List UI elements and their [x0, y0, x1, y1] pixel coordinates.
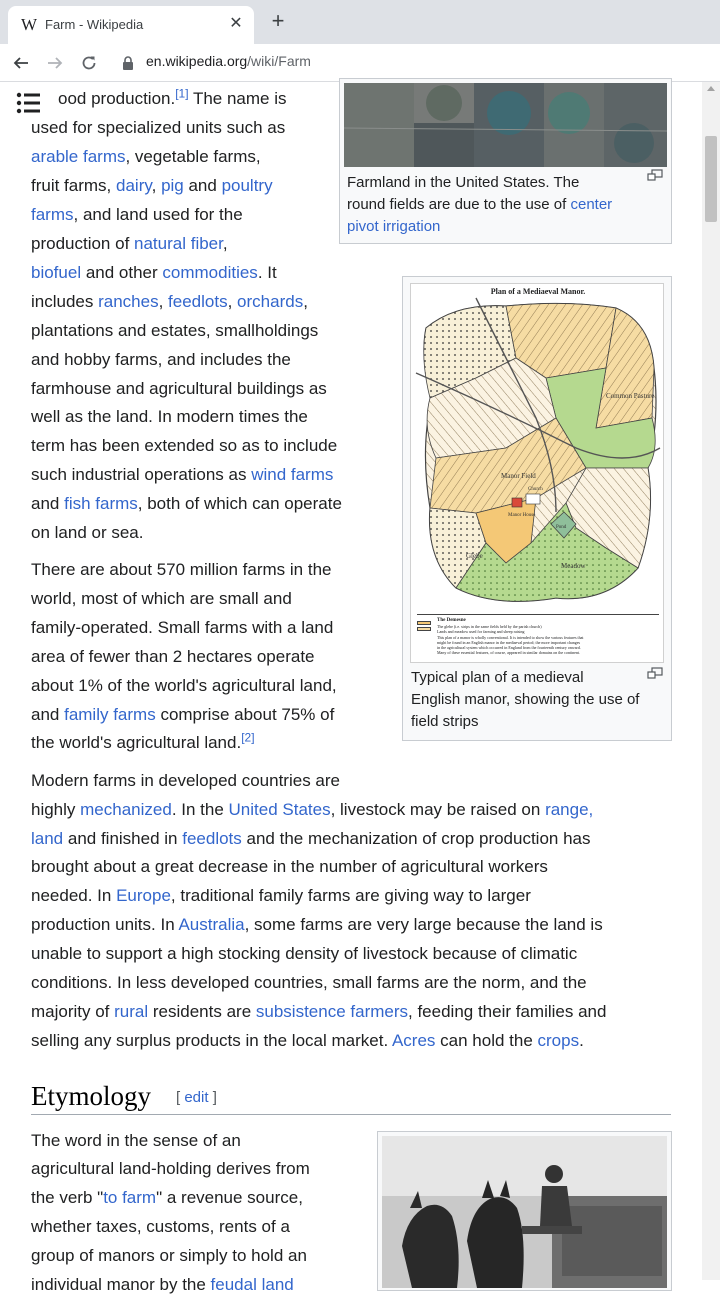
- farmland-caption-line-2: round fields are due to the use of center: [347, 196, 613, 213]
- map-label-common-pasture: Common Pasture: [606, 392, 655, 400]
- para3-line-10: selling any surplus products in the local market. Acres can hold the crops.: [31, 1031, 584, 1050]
- etymology-line-3: the verb "to farm" a revenue source,: [31, 1188, 303, 1207]
- map-label-glebe: Glebe: [466, 552, 483, 560]
- legend-line-2: Lands and meadow used for farming and sheep raising: [437, 629, 525, 634]
- para1-line-4: fruit farms, dairy, pig and poultry: [31, 176, 273, 195]
- link-biofuel[interactable]: biofuel: [31, 263, 82, 282]
- map-label-church: Church: [528, 487, 543, 492]
- manor-caption-line-2: English manor, showing the use of: [411, 691, 640, 708]
- para2-line-5: about 1% of the world's agricultural land,: [31, 676, 337, 695]
- para2-line-6: and family farms comprise about 75% of: [31, 705, 335, 724]
- lock-icon[interactable]: [121, 55, 135, 71]
- para3-line-8: conditions. In less developed countries, small farms are the norm, and the: [31, 973, 587, 992]
- figure-farmland: [339, 78, 672, 244]
- link-poultry[interactable]: poultry: [221, 176, 273, 195]
- link-feedlots[interactable]: feedlots: [168, 292, 228, 311]
- para1-line-5: farms, and land used for the: [31, 205, 243, 224]
- map-label-pond: Pond: [556, 525, 567, 530]
- para3-line-2: highly mechanized. In the United States, livestock may be raised on range,: [31, 800, 594, 819]
- para1-line-11: farmhouse and agricultural buildings as: [31, 379, 327, 398]
- para1-line-1: ood production.[1] The name is: [58, 86, 287, 108]
- ref-1[interactable]: [1]: [175, 86, 189, 101]
- address-bar[interactable]: [146, 53, 311, 69]
- legend-note: This plan of a manor is wholly conventional. It is intended to show the various features that might be found in an English manor in the mediaeval period; the more important changes in the agricultural system which occurred in England from the fourteenth century onward. Many of these essential features, of course, appeared in similar domains on the continent.: [437, 635, 584, 655]
- map-label-meadow: Meadow: [561, 562, 586, 570]
- link-poultry-farms[interactable]: farms: [31, 205, 74, 224]
- link-ranches[interactable]: ranches: [98, 292, 159, 311]
- ref-2[interactable]: [2]: [241, 730, 255, 745]
- enlarge-icon[interactable]: [647, 169, 663, 181]
- para1-line-6: production of natural fiber,: [31, 234, 228, 253]
- legend-line-1: The glebe (i.e. strips in the same fields held by the parish church): [437, 624, 542, 629]
- horses-photo-image[interactable]: [382, 1136, 667, 1288]
- manor-caption-line-3: field strips: [411, 713, 479, 730]
- etymology-line-4: whether taxes, customs, rents of a: [31, 1217, 290, 1236]
- back-button[interactable]: [8, 50, 34, 76]
- para3-line-4: brought about a great decrease in the number of agricultural workers: [31, 857, 548, 876]
- farmland-caption-line-3: [347, 216, 440, 238]
- wikipedia-favicon-icon: W: [21, 15, 38, 34]
- para3-line-7: unable to support a high stocking density of livestock because of climatic: [31, 944, 578, 963]
- link-crops[interactable]: crops: [537, 1031, 580, 1050]
- link-range-land[interactable]: range,: [545, 800, 594, 819]
- map-label-manor-field: Manor Field: [501, 472, 536, 480]
- link-pig[interactable]: pig: [161, 176, 184, 195]
- para2-line-4: area of fewer than 2 hectares operate: [31, 647, 315, 666]
- etymology-heading: [31, 1081, 671, 1115]
- link-united-states[interactable]: United States: [228, 800, 331, 819]
- link-feudal-land[interactable]: feudal land: [210, 1275, 294, 1294]
- para1-line-16: on land or sea.: [31, 523, 144, 542]
- link-natural-fiber[interactable]: natural fiber: [134, 234, 223, 253]
- para2-line-1: There are about 570 million farms in the: [31, 560, 332, 579]
- para3-line-9: majority of rural residents are subsistence farmers, feeding their families and: [31, 1002, 607, 1021]
- etymology-line-1: The word in the sense of an: [31, 1131, 241, 1150]
- tab-bar: [0, 0, 720, 44]
- manor-legend: [417, 614, 659, 655]
- para1-line-14: such industrial operations as wind farms: [31, 465, 334, 484]
- forward-button[interactable]: [42, 50, 68, 76]
- manor-caption-line-1: Typical plan of a medieval: [411, 669, 584, 686]
- link-rural[interactable]: rural: [114, 1002, 149, 1021]
- page-scrollbar[interactable]: [702, 82, 720, 1280]
- article-content: [0, 82, 702, 1294]
- edit-section: [ edit ]: [176, 1089, 217, 1106]
- para1-line-13: term has been extended so as to include: [31, 436, 338, 455]
- link-dairy[interactable]: dairy: [116, 176, 152, 195]
- para1-line-9: plantations and estates, smallholdings: [31, 321, 319, 340]
- url-host: en.wikipedia.org: [146, 53, 248, 69]
- etymology-title: Etymology: [31, 1081, 151, 1111]
- link-acres[interactable]: Acres: [391, 1031, 436, 1050]
- legend-title: The Demesne: [437, 618, 466, 623]
- para1-line-3: arable farms, vegetable farms,: [31, 147, 261, 166]
- manor-plan-image[interactable]: [410, 283, 664, 663]
- reload-icon: [81, 55, 97, 71]
- link-europe[interactable]: Europe: [116, 886, 171, 905]
- etymology-line-6: individual manor by the feudal land: [31, 1275, 294, 1294]
- plus-icon: +: [271, 8, 285, 33]
- link-range-land-2[interactable]: land: [31, 829, 64, 848]
- para1-line-7: biofuel and other commodities. It: [31, 263, 277, 282]
- figure-horses: [377, 1131, 672, 1291]
- browser-toolbar: [0, 44, 720, 82]
- link-mechanized[interactable]: mechanized: [80, 800, 172, 819]
- edit-link[interactable]: edit: [184, 1089, 209, 1106]
- back-arrow-icon: [13, 55, 29, 71]
- para1-line-15: and fish farms, both of which can operate: [31, 494, 342, 513]
- tab-farm-wikipedia[interactable]: [8, 6, 254, 44]
- para1-line-10: and hobby farms, and includes the: [31, 350, 291, 369]
- manor-plan-title: Plan of a Mediaeval Manor.: [490, 287, 586, 296]
- link-to-farm[interactable]: to farm: [103, 1188, 157, 1207]
- table-of-contents-icon[interactable]: [16, 92, 42, 114]
- link-subsistence-farmers[interactable]: subsistence farmers: [255, 1002, 409, 1021]
- new-tab-button[interactable]: [266, 10, 290, 34]
- farmland-aerial-image[interactable]: [344, 83, 667, 167]
- forward-arrow-icon: [47, 55, 63, 71]
- para3-line-6: production units. In Australia, some farms are very large because the land is: [31, 915, 603, 934]
- link-fish-farms[interactable]: fish farms: [64, 494, 138, 513]
- farmland-caption-line-1: Farmland in the United States. The: [347, 174, 580, 191]
- para3-line-1: Modern farms in developed countries are: [31, 771, 340, 790]
- link-feedlots-2[interactable]: feedlots: [182, 829, 242, 848]
- close-icon[interactable]: ✕: [229, 15, 243, 32]
- para1-line-2: used for specialized units such as: [31, 118, 286, 137]
- link-arable-farms[interactable]: arable farms: [31, 147, 126, 166]
- link-orchards[interactable]: orchards: [237, 292, 304, 311]
- para1-line-12: well as the land. In modern times the: [31, 407, 308, 426]
- etymology-line-5: group of manors or simply to hold an: [31, 1246, 307, 1265]
- para2-line-7: the world's agricultural land.[2]: [31, 730, 255, 752]
- para1-line-8: includes ranches, feedlots, orchards,: [31, 292, 308, 311]
- figure-manor-plan: [402, 276, 672, 741]
- enlarge-icon[interactable]: [647, 667, 663, 679]
- link-center-pivot[interactable]: center: [570, 196, 613, 213]
- link-commodities[interactable]: commodities: [162, 263, 258, 282]
- para3-line-5: needed. In Europe, traditional family farms are giving way to larger: [31, 886, 531, 905]
- manor-map: [416, 298, 660, 612]
- link-australia[interactable]: Australia: [178, 915, 245, 934]
- link-pivot-irrigation[interactable]: pivot irrigation: [347, 218, 441, 235]
- tab-title: Farm - Wikipedia: [45, 17, 144, 32]
- link-wind-farms[interactable]: wind farms: [251, 465, 334, 484]
- link-family-farms[interactable]: family farms: [64, 705, 156, 724]
- scroll-thumb[interactable]: [705, 136, 717, 222]
- para2-line-3: family-operated. Small farms with a land: [31, 618, 334, 637]
- para3-line-3: land and finished in feedlots and the mechanization of crop production has: [31, 829, 591, 848]
- scroll-up-arrow-icon[interactable]: [707, 86, 715, 91]
- reload-button[interactable]: [76, 50, 102, 76]
- etymology-line-2: agricultural land-holding derives from: [31, 1159, 310, 1178]
- para2-line-2: world, most of which are small and: [31, 589, 292, 608]
- map-label-manor-house: Manor House: [508, 513, 536, 518]
- url-path: /wiki/Farm: [247, 53, 311, 69]
